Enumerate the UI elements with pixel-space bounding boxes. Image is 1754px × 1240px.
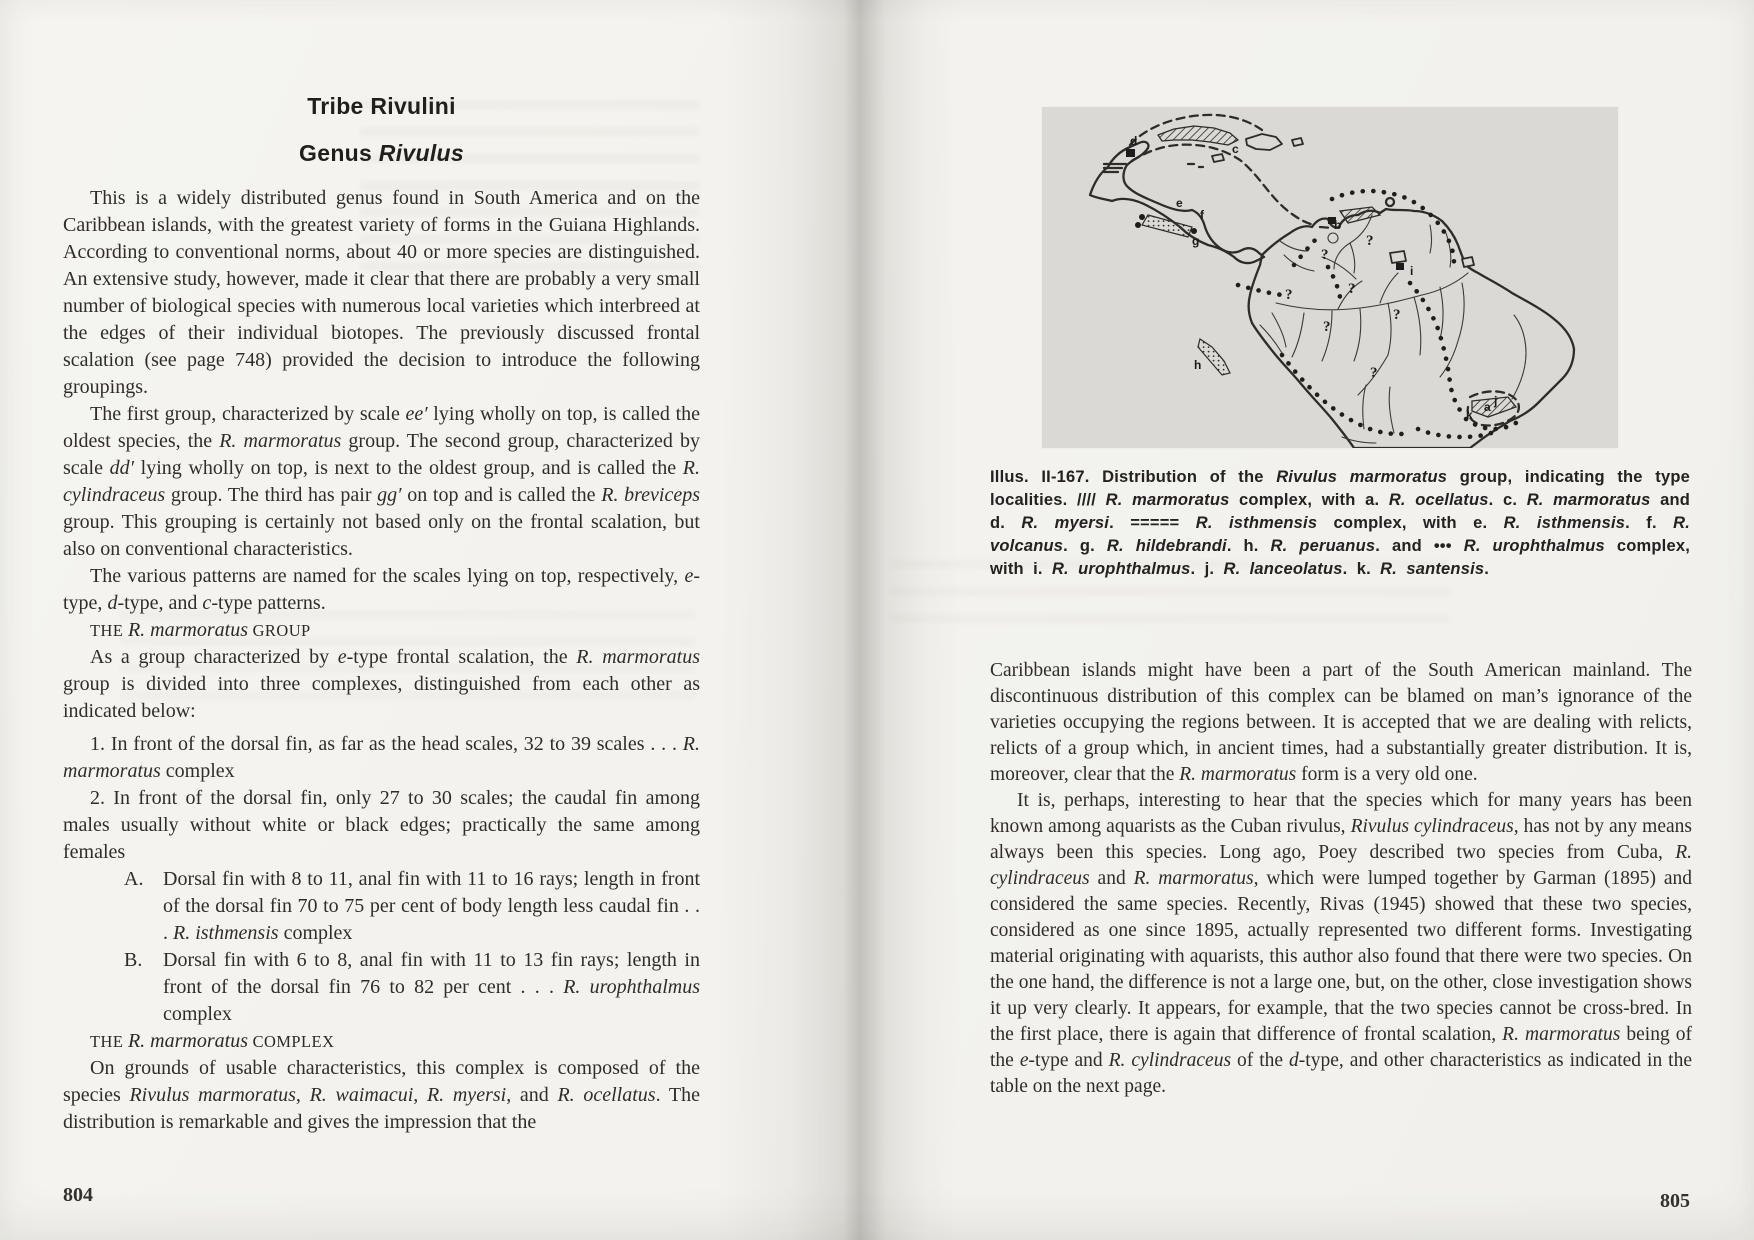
paragraph: It is, perhaps, interesting to hear that the species which for many years has been known among aquarists as the Cuban rivulus, Rivulus cylindraceus, has not by any means always been this species. Long ago, Poey described two species from Cuba, R. cylindraceus and R. marmoratus, which were lumped together by Garman (1895) and considered the same species. Recently, Rivas (1945) showed that these two species, considered as one since 1895, actually represented two different forms. Investigating material originating with aquarists, this author also found that there were two species. On the one hand, the difference is not a large one, but, on the other, close investigation shows it up very clearly. It appears, for example, that the two species cannot be cross-bred. In the first place, there is again that difference of frontal scalation, R. marmoratus being of the e-type and R. cylindraceus of the d-type, and other characteristics as indicated in the table on the next page. bbox=[990, 790, 1693, 1097]
paragraph: As a group characterized by e-type frontal scalation, the R. marmoratus group is divided into three complexes, distinguished from each other as indicated below: bbox=[63, 646, 700, 722]
complex-key-list bbox=[63, 731, 700, 1028]
paragraph: Caribbean islands might have been a part of the South American mainland. The discontinuous distribution of this complex can be blamed on man’s ignorance of the varieties occupying the regions between. It is accepted that we are dealing with relicts, relicts of a group which, in ancient times, had a substantially greater distribution. It is, moreover, clear that the R. marmoratus form is a very old one. bbox=[990, 660, 1692, 785]
map-letter-b: b bbox=[1334, 218, 1342, 232]
gutter-shadow bbox=[718, 0, 958, 1240]
map-dashed-loop-inner bbox=[1132, 145, 1332, 228]
section-heading-complex: THE R. marmoratus COMPLEX bbox=[90, 1030, 335, 1052]
map-island-jamaica bbox=[1212, 154, 1224, 162]
map-question-mark: ? bbox=[1348, 281, 1356, 297]
map-island-trinidad bbox=[1386, 198, 1394, 206]
map-coastline-south-america bbox=[1249, 209, 1574, 448]
map-blob bbox=[1139, 214, 1145, 220]
map-letter-g: g bbox=[1192, 234, 1200, 248]
map-question-mark: ? bbox=[1285, 287, 1293, 303]
map-labels bbox=[1130, 134, 1497, 422]
map-question-mark: ? bbox=[1366, 233, 1374, 249]
map-island-amazon-mouth bbox=[1462, 257, 1474, 267]
distribution-map bbox=[1042, 107, 1618, 448]
sub-item bbox=[124, 947, 700, 1028]
map-letter-a: a bbox=[1484, 400, 1491, 414]
map-patch-peru-coast bbox=[1198, 339, 1230, 375]
map-letter-f: f bbox=[1200, 208, 1204, 222]
map-letter-c: c bbox=[1232, 142, 1239, 156]
map-square-amapa bbox=[1396, 263, 1404, 270]
page-left-text-column bbox=[63, 93, 700, 1136]
map-letter-h: h bbox=[1194, 358, 1202, 372]
illustration-box bbox=[1042, 107, 1618, 448]
map-question-mark: ? bbox=[1393, 307, 1401, 323]
map-island-hispaniola bbox=[1246, 134, 1282, 150]
map-patch-ne-venezuela bbox=[1340, 207, 1380, 223]
sub-item bbox=[124, 866, 700, 947]
map-question-mark: ? bbox=[1321, 247, 1329, 263]
map-question-mark: ? bbox=[1323, 319, 1331, 335]
sub-item-label: B. bbox=[124, 949, 143, 971]
map-island-cuba bbox=[1158, 126, 1238, 145]
map-hatch-yucatan bbox=[1104, 164, 1126, 172]
map-letter-e: e bbox=[1176, 196, 1183, 210]
paragraph: The first group, characterized by scale ee′ lying wholly on top, is called the oldest species, the R. marmoratus group. The second group, characterized by scale dd′ lying wholly on top, is next to the oldest group, and is called the R. cylindraceus group. The third has pair gg′ on top and is called the R. breviceps group. This grouping is certainly not based only on the frontal scalation, but also on conventional characteristics. bbox=[63, 403, 701, 560]
sub-item-label: A. bbox=[124, 868, 144, 890]
map-island-cays bbox=[1188, 164, 1203, 167]
paragraph: On grounds of usable characteristics, this complex is composed of the species Rivulus marmoratus, R. waimacui, R. myersi, and R. ocellatus. The distribution is remarkable and gives the impression that the bbox=[63, 1057, 700, 1133]
map-blob bbox=[1135, 222, 1141, 228]
page-number-right: 805 bbox=[1660, 1190, 1690, 1212]
map-square-yucatan bbox=[1126, 149, 1135, 157]
sub-item-text: Dorsal fin with 6 to 8, anal fin with 11 to 13 fin rays; length in front of the dorsal fin 76 to 82 per cent . . . R. urophthalmus complex bbox=[163, 949, 700, 1025]
map-island-amapa bbox=[1390, 251, 1406, 263]
list-item: 1. In front of the dorsal fin, as far as the head scales, 32 to 39 scales . . . R. marmoratus complex bbox=[63, 733, 700, 782]
paragraph: This is a widely distributed genus found in South America and on the Caribbean islands, with the greatest variety of forms in the Guiana Highlands. According to conventional norms, about 40 or more species are distinguished. An extensive study, however, made it clear that there are probably a very small number of biological species with numerous local varieties which interbreed at the edges of their individual biotopes. The previously discussed frontal scalation (see page 748) provided the decision to introduce the following groupings. bbox=[63, 187, 700, 398]
page-title: Tribe Rivulini bbox=[307, 93, 456, 119]
illustration-caption: Illus. II-167. Distribution of the Rivulus marmoratus group, indicating the type localities. //// R. marmoratus complex, with a. R. ocellatus. c. R. marmoratus and d. R. myersi. ===== R. isthmensis complex, with e. R. isthmensis. f. R. volcanus. g. R. hildebrandi. h. R. peruanus. and ••• R. urophthalmus complex, with i. R. urophthalmus. j. R. lanceolatus. k. R. santensis. bbox=[990, 468, 1691, 578]
genus-subtitle: Genus Rivulus bbox=[299, 140, 464, 166]
sub-item-text: Dorsal fin with 8 to 11, anal fin with 11 to 16 rays; length in front of the dorsal fin 70 to 75 per cent of body length less caudal fin . . . R. isthmensis complex bbox=[163, 868, 700, 944]
page-number-left: 804 bbox=[63, 1184, 93, 1206]
list-item: 2. In front of the dorsal fin, only 27 to 30 scales; the caudal fin among males usually without white or black edges; practically the same among females bbox=[63, 787, 700, 863]
map-island-puerto-rico bbox=[1292, 138, 1303, 146]
map-letter-j: j bbox=[1494, 394, 1498, 408]
section-heading-group: THE R. marmoratus GROUP bbox=[90, 619, 311, 641]
map-letter-d: d bbox=[1130, 134, 1138, 148]
page-right-text-column bbox=[990, 658, 1692, 1100]
map-letter-k: k bbox=[1466, 408, 1473, 422]
map-question-mark: ? bbox=[1370, 365, 1378, 381]
map-letter-i: i bbox=[1410, 264, 1414, 278]
paragraph: The various patterns are named for the scales lying on top, respectively, e-type, d-type, and c-type patterns. bbox=[63, 565, 700, 614]
